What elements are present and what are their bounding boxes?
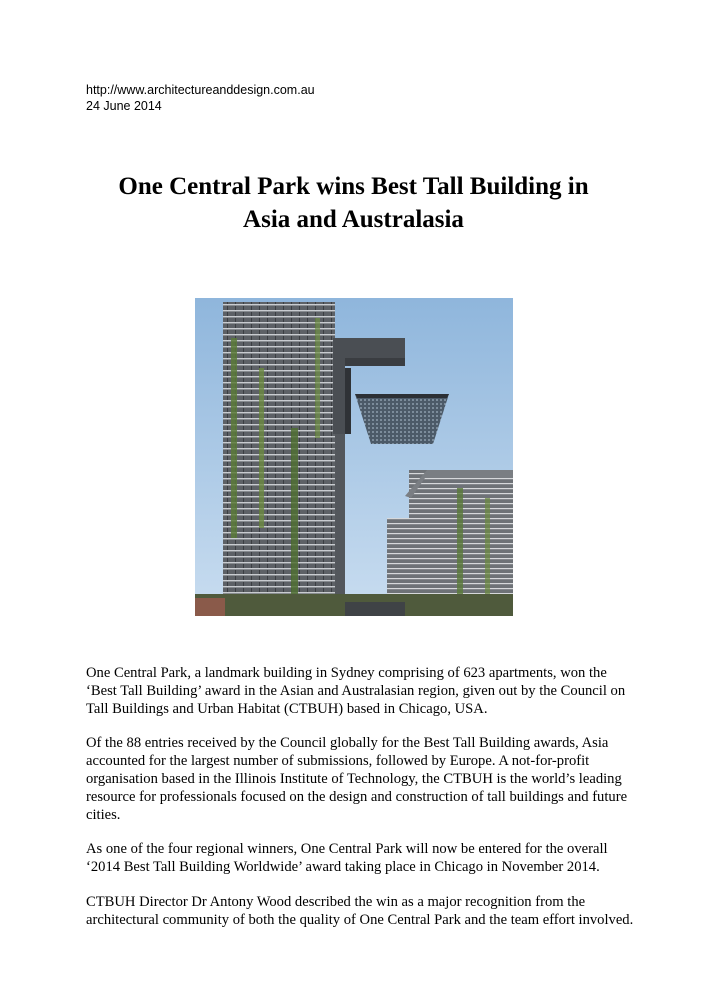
article-title [60,170,647,236]
publish-date: 24 June 2014 [86,99,162,113]
paragraph-2: Of the 88 entries received by the Council globally for the Best Tall Building awards, Asia accounted for the largest number of submissions, followed by Europe. A not-for-profit organisation based in the Illinois Institute of Technology, the CTBUH is the world’s leading resource for professionals focused on the design and construction of tall buildings and future cities. [86,735,628,823]
building-photo [195,298,513,616]
title-line-2: Asia and Australasia [243,206,464,233]
green-wall-1 [231,338,237,538]
paragraph-3: As one of the four regional winners, One Central Park will now be entered for the overall ‘2014 Best Tall Building Worldwide’ award taking place in Chicago in November 2014. [86,841,608,876]
article-meta [86,82,315,114]
article-body [86,665,676,947]
paragraph-1: One Central Park, a landmark building in Sydney comprising of 623 apartments, won the ‘Best Tall Building’ award in the Asian and Australasian region, given out by the Council on Tall Buildings and Urban Habitat (CTBUH) based in Chicago, USA. [86,665,626,717]
title-line-1: One Central Park wins Best Tall Building in [118,173,589,200]
heliostat-panel [355,394,449,444]
source-url[interactable]: http://www.architectureanddesign.com.au [86,83,315,97]
paragraph-4: CTBUH Director Dr Antony Wood described the win as a major recognition from the architectural community of both the quality of One Central Park and the team effort involved. [86,893,634,928]
